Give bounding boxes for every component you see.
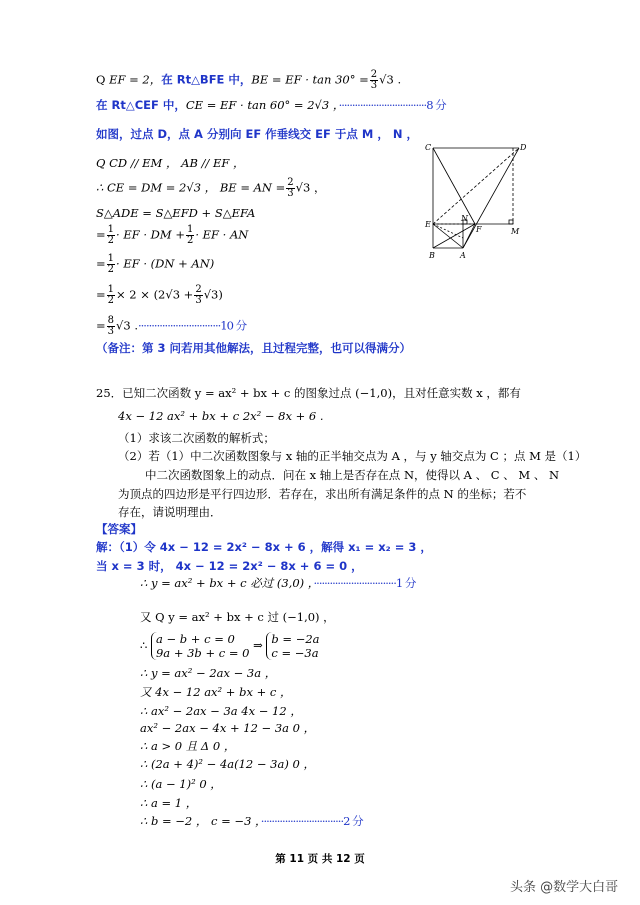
frac-numerator: 1 — [107, 253, 115, 264]
label-c: C — [425, 143, 432, 152]
edge-cf — [433, 148, 475, 224]
fraction-two-thirds-c — [194, 285, 202, 306]
frac-denominator: 3 — [370, 80, 378, 91]
line-area-result — [96, 316, 246, 337]
fraction-half — [107, 225, 115, 246]
frac-numerator: 2 — [370, 69, 378, 80]
label-f: F — [476, 225, 482, 234]
solution-step-13: ∴ a = 1 ， — [140, 796, 198, 810]
label-b: B — [429, 251, 435, 260]
solution-step-10: ∴ a > 0 且 Δ 0 ， — [140, 739, 236, 753]
sqrt-tail: √3 . — [379, 72, 402, 87]
line-parallel: Q CD // EM ， AB // EF ， — [96, 156, 245, 170]
sqrt-close: √3) — [203, 287, 223, 302]
page-number: 第 11 页 共 12 页 — [275, 853, 365, 865]
eq-2: 9a + 3b + c = 0 — [155, 646, 250, 660]
frac-denominator: 2 — [107, 295, 115, 306]
frac-numerator: 1 — [186, 224, 194, 235]
answer-heading: 【答案】 — [96, 522, 142, 536]
fraction-half-c — [107, 254, 115, 275]
q25-stem-1: 25．已知二次函数 y = ax² + bx + c 的图象过点 (−1,0)，且对任意实数 x ，都有 — [96, 386, 521, 400]
dm-an-text: ∴ CE = DM = 2√3 ， BE = AN = — [96, 180, 286, 195]
frac-denominator: 3 — [287, 188, 294, 199]
fraction-two-thirds-b — [286, 178, 294, 199]
solution-step-8: ∴ ax² − 2ax − 3a 4x − 12 ， — [140, 704, 302, 718]
ef-dm-term: · EF · DM + — [116, 227, 185, 242]
step14-text: ∴ b = −2 ， c = −3 ， — [140, 814, 261, 828]
fraction-two-thirds — [370, 70, 378, 91]
label-d: D — [520, 143, 527, 152]
ce-formula: CE = EF · tan 60° = 2√3 ， — [185, 98, 339, 112]
frac-denominator: 3 — [195, 295, 202, 306]
q25-part-2b: 中二次函数图象上的动点．问在 x 轴上是否存在点 N，使得以 A 、 C 、 M 、 N — [145, 468, 560, 482]
q25-part-1: （1）求该二次函数的解析式； — [118, 431, 275, 445]
frac-denominator: 3 — [107, 326, 115, 337]
score-1: ·······························1 分 — [313, 576, 416, 590]
numeric-term: × 2 × (2√3 + — [116, 287, 194, 302]
triangle-cef-text: 在 Rt△CEF 中， — [96, 98, 186, 112]
equals-sign: = — [96, 227, 106, 242]
system-left — [151, 632, 249, 660]
label-a: A — [460, 251, 466, 260]
score-8: ·································8 分 — [338, 98, 446, 112]
sqrt-tail: √3 . — [116, 318, 138, 333]
frac-numerator: 2 — [287, 177, 294, 188]
line-perpendicular: 如图，过点 D，点 A 分别向 EF 作垂线交 EF 于点 M ， N ， — [96, 127, 418, 141]
line-be-value — [96, 70, 401, 91]
eq-c: c = −3a — [271, 646, 319, 660]
line-area-numeric — [96, 285, 223, 306]
q25-stem-2: 4x − 12 ax² + bx + c 2x² − 8x + 6 . — [118, 409, 324, 423]
solution-step-9: ax² − 2ax − 4x + 12 − 3a 0 ， — [140, 721, 316, 735]
frac-numerator: 1 — [107, 224, 115, 235]
q25-part-2a: （2）若（1）中二次函数图象与 x 轴的正半轴交点为 A ，与 y 轴交点为 C ；点 M 是（1） — [118, 449, 587, 463]
solution-step-7: 又 4x − 12 ax² + bx + c ， — [140, 685, 292, 699]
fraction-half-d — [107, 285, 115, 306]
note-remark: （备注：第 3 问若用其他解法，且过程完整，也可以得满分） — [96, 341, 412, 355]
equals-sign: = — [96, 287, 106, 302]
q25-part-2d: 存在，请说明理由． — [118, 505, 222, 519]
solution-step-3 — [140, 575, 415, 591]
solution-step-14 — [140, 813, 363, 829]
solution-step-1: 解：（1）令 4x − 12 = 2x² − 8x + 6 ，解得 x₁ = x₂ = 3 ， — [96, 540, 432, 554]
label-m: M — [511, 227, 520, 236]
fraction-half-b — [186, 225, 194, 246]
eq-1: a − b + c = 0 — [155, 632, 235, 646]
geometry-figure — [423, 138, 531, 264]
frac-numerator: 1 — [107, 284, 115, 295]
label-n: N — [461, 214, 468, 223]
sqrt-tail: √3 ， — [295, 180, 326, 195]
be-formula: BE = EF · tan 30° = — [251, 72, 369, 87]
frac-numerator: 8 — [107, 315, 115, 326]
equals-sign: = — [96, 318, 106, 333]
solution-step-2: 当 x = 3 时， 4x − 12 = 2x² − 8x + 6 = 0 ， — [96, 559, 363, 573]
solution-step-6: ∴ y = ax² − 2ax − 3a ， — [140, 666, 277, 680]
score-2: ·······························2 分 — [260, 814, 363, 828]
line-ce-value — [96, 97, 446, 113]
fraction-eight-thirds — [107, 316, 115, 337]
watermark: 头条 @数学大白哥 — [510, 880, 619, 895]
ef-value: EF = 2， — [109, 72, 162, 87]
line-dm-an — [96, 178, 325, 199]
system-right — [266, 632, 319, 660]
ef-an-term: · EF · AN — [195, 227, 249, 242]
frac-denominator: 2 — [107, 235, 115, 246]
right-angle-m — [509, 220, 513, 224]
q25-part-2c: 为顶点的四边形是平行四边形．若存在，求出所有满足条件的点 N 的坐标；若不 — [118, 487, 527, 501]
equals-sign: = — [96, 256, 106, 271]
frac-denominator: 2 — [107, 264, 115, 275]
because-symbol: Q — [96, 72, 110, 87]
therefore-symbol: ∴ — [140, 638, 148, 652]
frac-denominator: 2 — [186, 235, 194, 246]
implies-arrow: ⇒ — [253, 638, 263, 652]
label-e: E — [425, 220, 431, 229]
line-area-expand — [96, 225, 248, 246]
solution-step-11: ∴ (2a + 4)² − 4a(12 − 3a) 0 ， — [140, 757, 315, 771]
line-area-sum: S△ADE = S△EFD + S△EFA — [96, 206, 256, 220]
solution-step-4: 又 Q y = ax² + bx + c 过 (−1,0) ， — [140, 610, 335, 624]
ef-dn-an-term: · EF · (DN + AN) — [116, 256, 215, 271]
edge-ed-dashed — [433, 148, 519, 224]
step3-text: ∴ y = ax² + bx + c 必过 (3,0) ， — [140, 576, 314, 590]
frac-numerator: 2 — [195, 284, 202, 295]
score-10: ·······························10 分 — [137, 318, 247, 333]
solution-system — [140, 632, 320, 660]
solution-step-12: ∴ (a − 1)² 0 ， — [140, 777, 222, 791]
triangle-bfe-text: 在 Rt△BFE 中， — [161, 72, 252, 87]
line-area-factor — [96, 254, 214, 275]
eq-b: b = −2a — [271, 632, 320, 646]
